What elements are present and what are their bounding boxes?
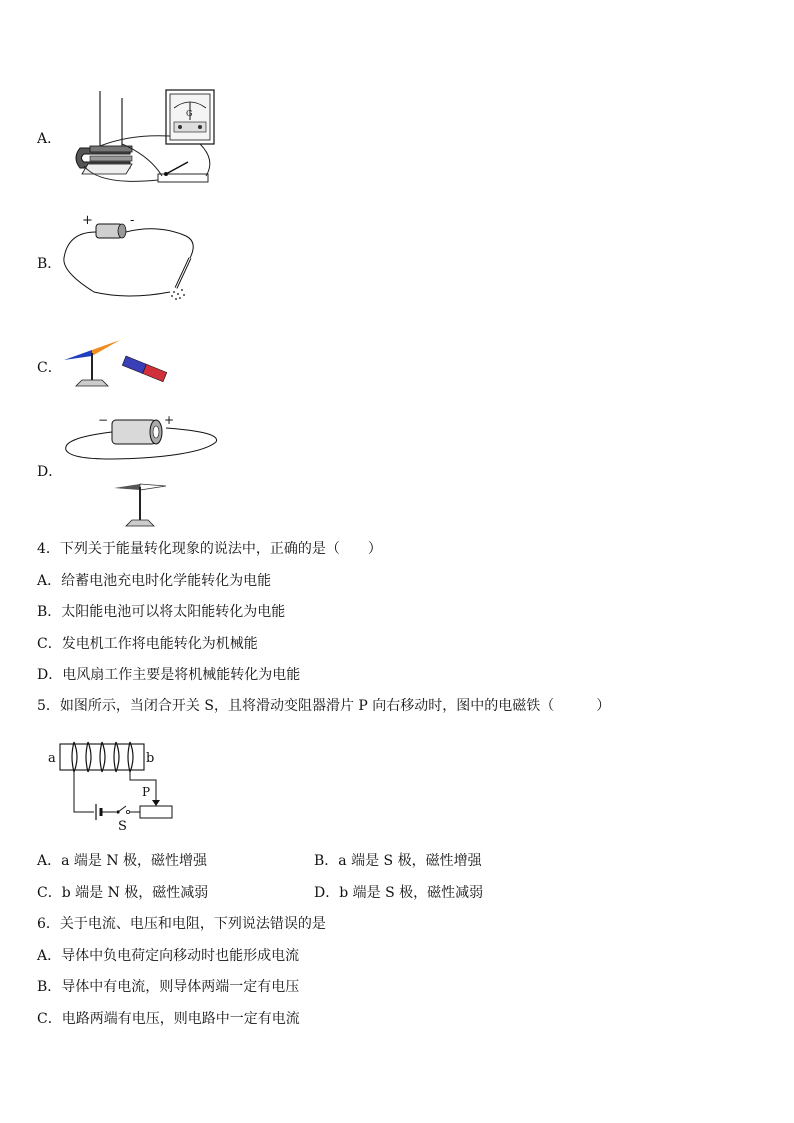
q5-option-a[interactable]: A．a 端是 N 极，磁性增强 (37, 853, 208, 869)
q4-stem: 4．下列关于能量转化现象的说法中，正确的是（ ） (37, 541, 382, 557)
q4-option-d[interactable]: D．电风扇工作主要是将机械能转化为电能 (37, 667, 301, 683)
q5-option-b[interactable]: B．a 端是 S 极，磁性增强 (314, 853, 482, 869)
q5-stem: 5．如图所示，当闭合开关 S，且将滑动变阻器滑片 P 向右移动时，图中的电磁铁（ ） (37, 698, 611, 714)
battery-minus-label: - (130, 213, 135, 228)
option-d-figure (62, 410, 222, 530)
battery-plus-label: + (164, 413, 175, 427)
q5-option-d[interactable]: D．b 端是 S 极，磁性减弱 (314, 885, 484, 901)
svg-text:G: G (186, 109, 193, 118)
option-a-label: A． (37, 131, 62, 147)
label-a: a (48, 751, 56, 766)
label-s: S (118, 819, 127, 834)
q4-option-c[interactable]: C．发电机工作将电能转化为机械能 (37, 636, 258, 652)
option-d-label: D． (37, 464, 63, 480)
q6-stem: 6．关于电流、电压和电阻，下列说法错误的是 (37, 916, 326, 932)
option-c-figure (62, 336, 172, 392)
battery-plus-label: + (82, 213, 93, 228)
electromagnet-circuit-figure (44, 736, 184, 836)
label-p: P (142, 785, 151, 799)
option-a-figure (70, 86, 220, 188)
option-b-label: B． (37, 256, 62, 272)
q6-option-b[interactable]: B．导体中有电流，则导体两端一定有电压 (37, 979, 300, 995)
q4-option-b[interactable]: B．太阳能电池可以将太阳能转化为电能 (37, 604, 286, 620)
q6-option-c[interactable]: C．电路两端有电压，则电路中一定有电流 (37, 1011, 300, 1027)
option-b-figure (58, 210, 198, 302)
option-c-label: C． (37, 360, 62, 376)
q6-option-a[interactable]: A．导体中负电荷定向移动时也能形成电流 (37, 948, 300, 964)
q4-option-a[interactable]: A．给蓄电池充电时化学能转化为电能 (37, 573, 272, 589)
battery-minus-label: − (98, 413, 109, 427)
label-b: b (146, 751, 155, 766)
q5-option-c[interactable]: C．b 端是 N 极，磁性减弱 (37, 885, 209, 901)
